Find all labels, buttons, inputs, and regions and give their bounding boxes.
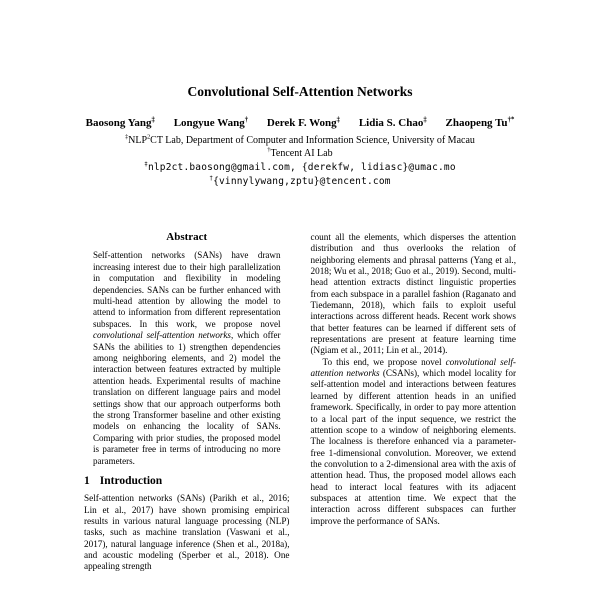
author-affiliation-mark: ‡ xyxy=(336,116,341,124)
paragraph-text-part: To this end, we propose novel xyxy=(322,356,446,367)
email-block xyxy=(0,161,600,188)
paper-header xyxy=(0,0,600,188)
affiliation-block xyxy=(0,134,600,160)
emphasis-model-name: convolutional self-attention networks xyxy=(93,330,231,341)
author-name: Lidia S. Chao xyxy=(358,117,424,129)
email-mark: ‡ xyxy=(144,161,148,168)
author xyxy=(359,117,427,129)
left-column xyxy=(84,232,290,573)
right-column-paragraph-1: count all the elements, which disperses the attention distribution and thus overlooks the relation of neighboring elements and phrasal patterns (Yang et al., 2018; Wu et al., 2018; Guo et al., 2019). Second, multi-head attention extracts distinct linguistic properties from each subspace in a parallel fashion (Raganato and Tiedemann, 2018), which fails to exploit useful interactions across different heads. Recent work shows that better features can be learned if different sets of representations are present at feature learning time (Ngiam et al., 2011; Lin et al., 2014). xyxy=(310,232,516,356)
abstract-section xyxy=(84,232,290,467)
affiliation-text: CT Lab, Department of Computer and Information Science, University of Macau xyxy=(150,135,475,146)
emphasis-model-name: convolutional self-attention networks xyxy=(310,356,516,379)
author xyxy=(174,117,248,129)
introduction-paragraph: Self-attention networks (SANs) (Parikh et al., 2016; Lin et al., 2017) have shown promising empirical results in various natural language processing (NLP) tasks, such as machine translation (Vaswani et al., 2017), natural language inference (Shen et al., 2018a), and acoustic modeling (Sperber et al., 2018). One appealing strength xyxy=(84,493,290,572)
affiliation-text: Tencent AI Lab xyxy=(270,148,333,159)
author-affiliation-mark: † xyxy=(244,116,249,124)
email-text: {vinnylywang,zptu}@tencent.com xyxy=(213,175,391,187)
affiliation-macau xyxy=(0,134,600,147)
affiliation-tencent xyxy=(0,147,600,160)
right-column-paragraph-2 xyxy=(311,357,517,527)
email-mark: † xyxy=(209,175,214,182)
introduction-section xyxy=(84,476,290,573)
author-line xyxy=(0,117,600,129)
author-name: Baosong Yang xyxy=(85,117,152,129)
paper-title: Convolutional Self-Attention Networks xyxy=(187,84,413,99)
author-affiliation-mark: ‡ xyxy=(423,116,427,124)
affiliation-mark: ‡ xyxy=(125,133,129,141)
section-heading-introduction xyxy=(84,476,290,487)
email-line-tencent xyxy=(0,175,600,189)
author-name: Longyue Wang xyxy=(173,117,245,129)
author xyxy=(267,117,340,129)
author xyxy=(445,117,514,129)
section-number: 1 xyxy=(84,475,90,488)
affiliation-mark: † xyxy=(267,146,271,154)
affiliation-superscript: 2 xyxy=(147,133,151,141)
author-name: Derek F. Wong xyxy=(266,117,337,129)
affiliation-text: NLP xyxy=(128,135,148,146)
paragraph-text-part: (CSANs), which model locality for self-attention model and interactions between features learned by different attention heads in an unified framework. Specifically, in order to pay more attention to a local part of the input sequence, we restrict the attention scope to a window of neighboring elements. The localness is therefore enhanced via a parameter-free 1-dimensional convolution. Moreover, we extend the convolution to a 2-dimensional area with the axis of attention head. Thus, the proposed model allows each head to interact local features with its adjacent subspaces at attention time. We expect that the interaction across different subspaces can further improve the performance of SANs. xyxy=(310,368,516,526)
right-column xyxy=(311,232,517,573)
abstract-heading: Abstract xyxy=(166,231,208,243)
abstract-text-part: , which offer SANs the abilities to 1) strengthen dependencies among neighboring elements, and 2) model the interaction between features extracted by multiple attention heads. Experimental results of machine translation on different language pairs and model settings show that our approach outperforms both the strong Transformer baseline and other existing models on enhancing the locality of SANs. Comparing with prior studies, the proposed model is parameter free in terms of introducing no more parameters. xyxy=(93,330,281,466)
author-affiliation-mark: †* xyxy=(507,116,515,124)
section-title: Introduction xyxy=(99,475,163,488)
author xyxy=(86,117,155,129)
email-line-macau xyxy=(0,161,600,175)
abstract-text-part: Self-attention networks (SANs) have drawn increasing interest due to their high parallelization in computation and flexibility in modeling dependencies. SANs can be further enhanced with multi-head attention by allowing the model to attend to information from different representation subspaces. In this work, we propose novel xyxy=(93,250,281,329)
email-text: nlp2ct.baosong@gmail.com, {derekfw, lidiasc}@umac.mo xyxy=(147,162,456,173)
abstract-text xyxy=(84,250,290,467)
two-column-body xyxy=(0,232,600,573)
author-name: Zhaopeng Tu xyxy=(445,117,508,129)
author-affiliation-mark: ‡ xyxy=(151,116,155,124)
